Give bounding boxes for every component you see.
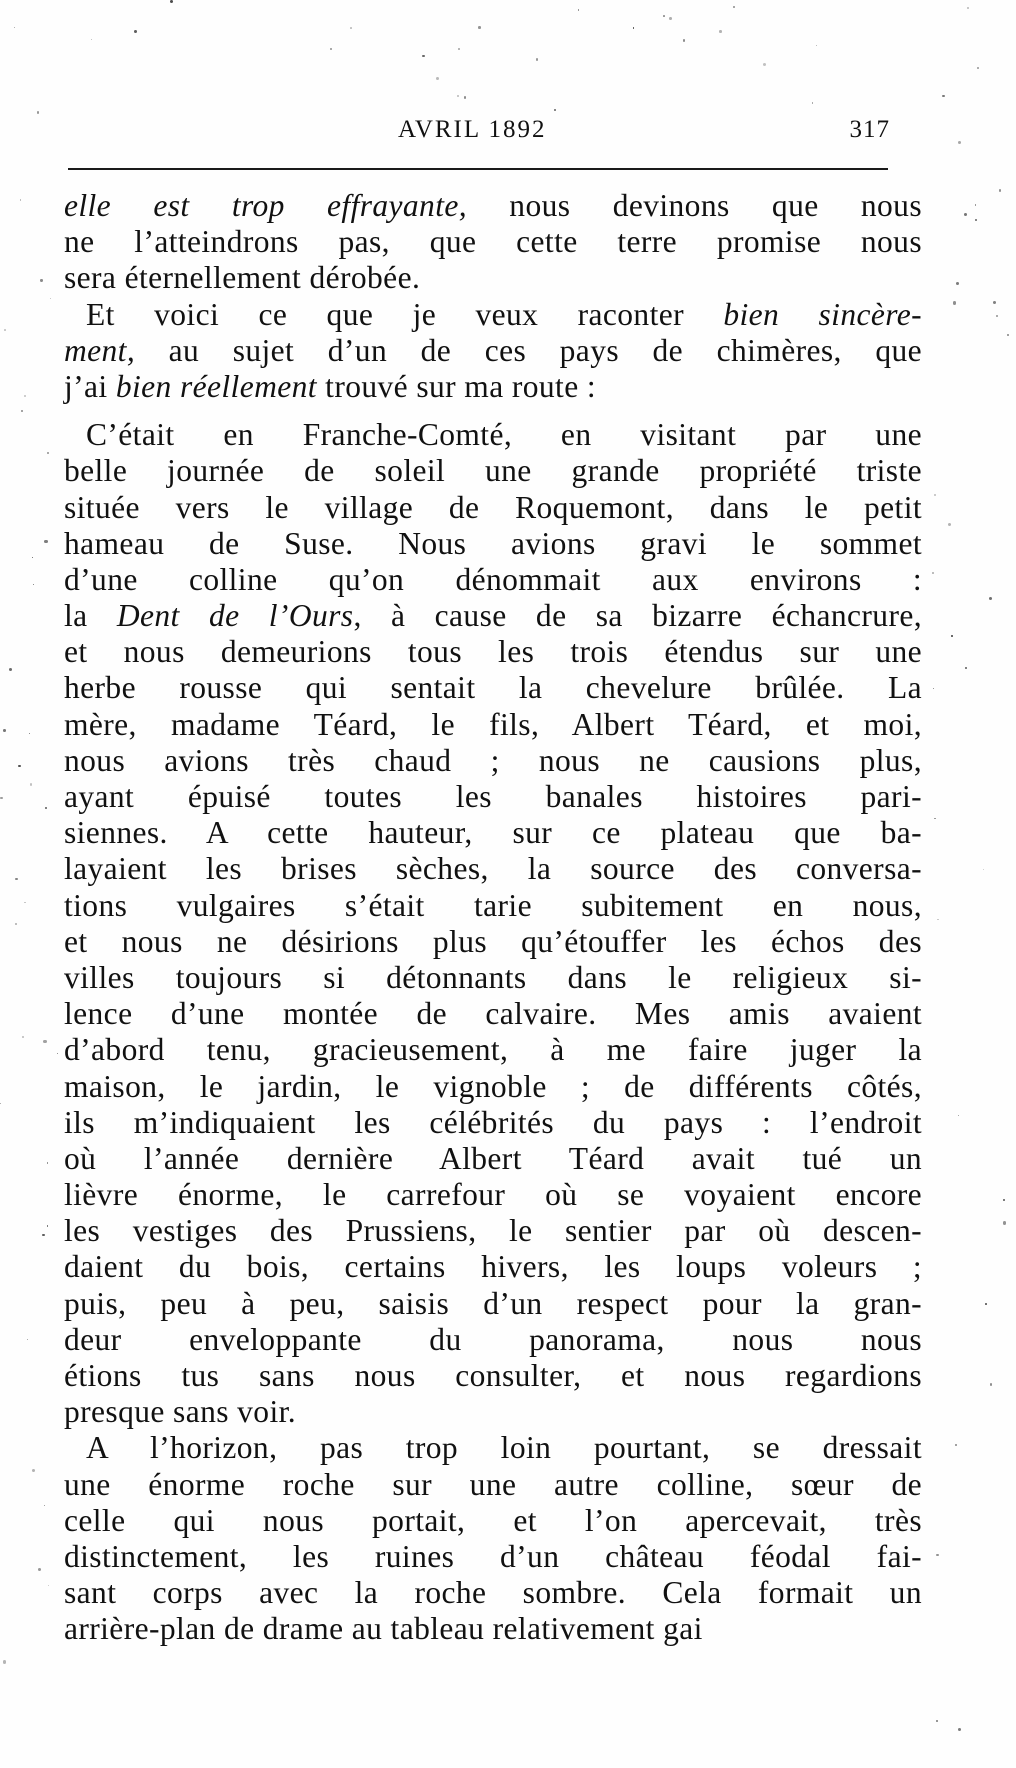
paper-speck	[948, 523, 951, 526]
paper-speck	[458, 48, 460, 50]
text-run: sera éternellement dérobée.	[64, 260, 421, 296]
text-line	[64, 453, 922, 489]
paragraph	[64, 297, 922, 406]
italic-run: elle est trop effrayante,	[64, 188, 468, 223]
paper-speck	[936, 1554, 939, 1557]
text-run: ayant épuisé toutes les banales histoires pari-	[64, 779, 922, 814]
text-run: daient du bois, certains hivers, les loups voleurs ;	[64, 1249, 922, 1285]
header-rule	[68, 168, 888, 170]
text-line	[64, 1105, 922, 1141]
paragraph	[64, 417, 922, 1430]
text-line	[64, 1503, 922, 1539]
text-run: deur enveloppante du panorama, nous nous	[64, 1321, 922, 1357]
paper-speck	[50, 298, 51, 299]
paper-speck	[683, 39, 686, 42]
text-line	[64, 562, 922, 598]
text-line	[64, 960, 922, 996]
paper-speck	[1007, 334, 1009, 336]
paper-speck	[536, 58, 539, 61]
text-run: nous devinons que nous	[467, 188, 922, 223]
paper-speck	[37, 111, 40, 114]
text-line	[64, 1358, 922, 1394]
paper-speck	[937, 919, 939, 921]
text-line	[64, 851, 922, 887]
paper-speck	[990, 1383, 992, 1385]
paper-speck	[3, 729, 6, 732]
text-run: lièvre énorme, le carrefour où se voyaient encore	[64, 1177, 922, 1213]
text-line	[64, 924, 922, 960]
text-line	[64, 1141, 922, 1177]
running-head-title: AVRIL 1892	[398, 116, 547, 143]
paper-speck	[977, 67, 979, 69]
paper-speck	[30, 783, 32, 785]
paper-speck	[1003, 1221, 1006, 1224]
text-run: sant corps avec la roche sombre. Cela formait un	[64, 1575, 922, 1611]
text-run: mère, madame Téard, le fils, Albert Téard, et moi,	[64, 706, 922, 742]
paper-speck	[942, 95, 945, 98]
running-head	[60, 116, 890, 156]
text-line	[64, 598, 922, 634]
paper-speck	[958, 1115, 959, 1116]
text-line	[64, 1249, 922, 1285]
text-run: Et voici ce que je veux raconter	[86, 296, 724, 332]
text-run: villes toujours si détonnants dans le religieux si-	[64, 959, 922, 995]
paper-speck	[996, 315, 998, 317]
paper-speck	[554, 109, 557, 112]
paper-speck	[4, 329, 6, 331]
text-line	[64, 743, 922, 779]
paper-speck	[955, 1444, 957, 1446]
paper-speck	[422, 55, 425, 58]
paper-speck	[1003, 1199, 1005, 1201]
text-line	[64, 1322, 922, 1358]
text-line	[64, 707, 922, 743]
paper-speck	[457, 95, 459, 97]
paper-speck	[38, 1568, 41, 1571]
text-line	[64, 1213, 922, 1249]
text-run: C’était en Franche-Comté, en visitant par une	[86, 417, 922, 453]
text-line	[64, 188, 922, 224]
text-run: les vestiges des Prussiens, le sentier par où descen-	[64, 1213, 922, 1249]
paper-speck	[989, 597, 992, 600]
text-line	[64, 224, 922, 260]
paper-speck	[464, 96, 467, 99]
paper-speck	[32, 1469, 35, 1472]
text-line	[64, 490, 922, 526]
paper-speck	[57, 1053, 58, 1054]
paper-speck	[134, 30, 137, 33]
text-run: et nous demeurions tous les trois étendus sur une	[64, 634, 922, 670]
paper-speck	[956, 282, 959, 285]
text-line	[64, 1394, 922, 1430]
text-run: la	[64, 598, 117, 634]
paper-speck	[934, 494, 936, 496]
paper-speck	[47, 1162, 48, 1163]
paper-speck	[27, 1339, 28, 1340]
paper-speck	[24, 902, 26, 904]
text-line	[64, 297, 922, 333]
paper-speck	[436, 77, 439, 80]
text-run: herbe rousse qui sentait la chevelure brûlée. La	[64, 670, 922, 706]
text-line	[64, 526, 922, 562]
text-run: lence d’une montée de calvaire. Mes amis avaient	[64, 996, 922, 1032]
paper-speck	[18, 765, 21, 768]
text-run: d’une colline qu’on dénommait aux environs :	[64, 561, 922, 597]
paper-speck	[3, 1660, 6, 1663]
paper-speck	[330, 48, 332, 50]
paper-speck	[33, 584, 34, 585]
italic-run: bien sincère-	[723, 296, 922, 332]
paper-speck	[44, 540, 47, 543]
text-run: maison, le jardin, le vignoble ; de différents côtés,	[64, 1068, 922, 1104]
paper-speck	[993, 301, 996, 304]
paper-speck	[20, 199, 22, 201]
paper-speck	[733, 6, 735, 8]
text-line	[64, 1286, 922, 1322]
text-run: ne l’atteindrons pas, que cette terre promise nous	[64, 224, 922, 260]
text-run: , à cause de sa bizarre échancrure,	[353, 598, 922, 634]
paper-speck	[29, 733, 30, 734]
paper-speck	[958, 1728, 961, 1731]
paper-speck	[983, 869, 984, 870]
text-run: d’abord tenu, gracieusement, à me faire juger la	[64, 1032, 922, 1068]
paper-speck	[999, 189, 1001, 191]
text-run: belle journée de soleil une grande propriété triste	[64, 453, 922, 489]
paper-speck	[578, 9, 579, 10]
paper-speck	[170, 0, 173, 3]
text-line	[64, 1539, 922, 1575]
paper-speck	[91, 39, 92, 40]
text-run: presque sans voir.	[64, 1394, 297, 1430]
paper-speck	[936, 1720, 938, 1722]
paper-speck	[44, 1505, 45, 1506]
paper-speck	[47, 1225, 49, 1227]
paper-speck	[719, 30, 722, 33]
text-line	[64, 670, 922, 706]
paper-speck	[43, 1040, 46, 1043]
text-line	[64, 888, 922, 924]
text-run: siennes. A cette hauteur, sur ce plateau que ba-	[64, 815, 922, 851]
text-run: une énorme roche sur une autre colline, sœur de	[64, 1466, 922, 1502]
text-line	[64, 1069, 922, 1105]
paper-speck	[47, 452, 50, 455]
text-run: hameau de Suse. Nous avions gravi le sommet	[64, 525, 922, 561]
paragraph	[64, 1430, 922, 1647]
paper-speck	[934, 818, 935, 819]
text-line	[64, 1032, 922, 1068]
text-line	[64, 369, 922, 405]
paper-speck	[478, 26, 481, 29]
text-run: étions tus sans nous consulter, et nous regardions	[64, 1358, 922, 1393]
page-number: 317	[849, 116, 890, 143]
paper-speck	[985, 1303, 987, 1305]
text-run: tions vulgaires s’était tarie subitement en nous,	[64, 887, 922, 923]
text-run: au sujet d’un de ces pays de chimères, que	[135, 332, 922, 368]
text-line	[64, 815, 922, 851]
paper-speck	[21, 410, 24, 413]
text-run: trouvé sur ma route :	[316, 368, 597, 404]
paper-speck	[964, 213, 967, 216]
text-run: celle qui nous portait, et l’on apercevait, très	[64, 1502, 922, 1538]
text-line	[64, 1430, 922, 1466]
paper-speck	[812, 102, 814, 104]
text-line	[64, 417, 922, 453]
paper-speck	[967, 7, 970, 10]
paper-speck	[40, 279, 42, 281]
paper-speck	[932, 572, 934, 574]
paper-speck	[48, 1585, 50, 1587]
text-line	[64, 779, 922, 815]
paper-speck	[975, 219, 977, 221]
text-line	[64, 634, 922, 670]
paper-speck	[953, 301, 957, 305]
text-run: distinctement, les ruines d’un château féodal fai-	[64, 1538, 922, 1574]
text-run: j’ai	[64, 368, 116, 404]
text-line	[64, 1575, 922, 1611]
paper-speck	[663, 15, 665, 17]
paragraph-gap	[64, 405, 922, 417]
text-run: puis, peu à peu, saisis d’un respect pour la gran-	[64, 1285, 922, 1321]
italic-run: bien réellement	[115, 368, 317, 404]
paper-speck	[32, 557, 33, 558]
text-run: layaient les brises sèches, la source des conversa-	[64, 851, 922, 887]
paragraph	[64, 188, 922, 297]
italic-run: Dent de l’Ours	[116, 598, 354, 634]
paper-speck	[15, 923, 17, 925]
paper-speck	[816, 45, 817, 46]
paper-speck	[669, 17, 672, 20]
italic-run: ment,	[64, 332, 136, 368]
paper-speck	[9, 668, 12, 671]
text-run: A l’horizon, pas trop loin pourtant, se dressait	[86, 1430, 922, 1466]
paper-speck	[0, 797, 3, 800]
text-line	[64, 260, 922, 296]
text-line	[64, 996, 922, 1032]
text-run: arrière-plan de drame au tableau relativement gai	[64, 1611, 703, 1647]
paper-speck	[965, 667, 967, 669]
paper-speck	[15, 878, 17, 880]
paper-speck	[958, 141, 961, 144]
paper-speck	[22, 1036, 24, 1038]
paper-speck	[933, 688, 935, 690]
paper-speck	[42, 1234, 45, 1237]
text-run: nous avions très chaud ; nous ne causions plus,	[64, 742, 922, 778]
text-run: où l’année dernière Albert Téard avait tué un	[64, 1140, 922, 1176]
text-line	[64, 333, 922, 369]
paper-speck	[951, 635, 952, 636]
paper-speck	[975, 204, 977, 206]
paper-speck	[0, 1103, 1, 1104]
paper-speck	[763, 63, 766, 66]
body-text	[64, 188, 922, 1648]
text-run: ils m’indiquaient les célébrités du pays : l’endroit	[64, 1104, 922, 1140]
text-line	[64, 1611, 922, 1647]
paper-speck	[633, 27, 635, 29]
text-run: située vers le village de Roquemont, dans le petit	[64, 489, 922, 525]
paper-speck	[45, 807, 47, 809]
paper-speck	[14, 27, 15, 28]
paper-speck	[24, 395, 26, 397]
text-run: et nous ne désirions plus qu’étouffer les échos des	[64, 923, 922, 959]
paper-speck	[350, 27, 352, 29]
text-line	[64, 1467, 922, 1503]
text-line	[64, 1177, 922, 1213]
